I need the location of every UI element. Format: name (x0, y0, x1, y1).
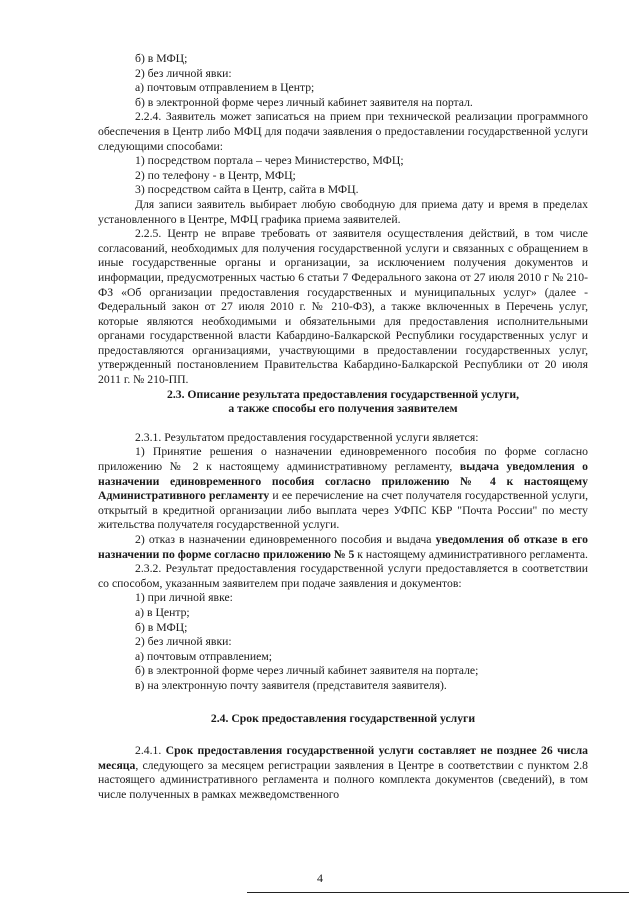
paragraph-2-2-4: 2.2.4. Заявитель может записаться на прием при технической реализации программного обеспечения в Центр либо МФЦ для подачи заявления о предоставлении государственной услуги следующими способами: (98, 110, 588, 153)
bold-text-run: выдача уведомления о назначении единовременного пособия согласно приложению № 4 к настоящему Административного регламенту (98, 460, 588, 503)
list-item: б) в МФЦ; (135, 620, 188, 634)
document-body (98, 52, 588, 803)
paragraph-appointment: Для записи заявитель выбирает любую свободную для приема дату и время в пределах установленного в Центре, МФЦ графика приема заявителей. (98, 197, 588, 226)
section-heading-2-3-line2: а также способы его получения заявителем (228, 402, 458, 416)
paragraph-result-1 (98, 445, 588, 533)
list-item: а) в Центр; (135, 605, 190, 619)
text-run: 1) Принятие решения о назначении единовременного пособия по форме согласно приложению № 2 к настоящему административному регламенту, (98, 445, 588, 474)
list-item: а) почтовым отправлением в Центр; (135, 81, 315, 95)
text-run: и ее перечисление на счет получателя государственной услуги, открытый в кредитной организации либо выплата через УФПС КБР "Почта России" по месту жительства получателя государственной услуги. (98, 489, 589, 532)
paragraph-result-2 (98, 533, 588, 562)
paragraph-2-3-1: 2.3.1. Результатом предоставления государственной услуги является: (135, 430, 479, 444)
list-item: б) в электронной форме через личный кабинет заявителя на портал. (135, 95, 473, 109)
spacer (98, 726, 588, 744)
text-run: к настоящему административного регламента. (357, 547, 588, 561)
list-item: 1) при личной явке: (135, 591, 233, 605)
page-number: 4 (317, 871, 323, 885)
list-item: б) в МФЦ; (135, 52, 188, 65)
list-item: 2) без личной явки: (135, 66, 232, 80)
list-item: 2) по телефону - в Центр, МФЦ; (135, 168, 296, 182)
spacer (98, 694, 588, 712)
list-item: в) на электронную почту заявителя (представителя заявителя). (135, 678, 447, 692)
footer-divider (247, 892, 629, 893)
text-run: 2.4.1. (135, 744, 162, 758)
paragraph-2-3-2: 2.3.2. Результат предоставления государственной услуги предоставляется в соответствии со способом, указанным заявителем при подаче заявления и документов: (98, 562, 588, 590)
list-item: б) в электронной форме через личный кабинет заявителя на портале; (135, 664, 479, 678)
list-item: 1) посредством портала – через Министерство, МФЦ; (135, 154, 404, 168)
list-item: а) почтовым отправлением; (135, 649, 272, 663)
bold-text-run: уведомления об отказе в его назначении по форме согласно приложению № 5 (98, 533, 588, 561)
section-heading-2-3-line1: 2.3. Описание результата предоставления государственной услуги, (166, 387, 520, 401)
section-heading-2-4: 2.4. Срок предоставления государственной услуги (210, 711, 476, 725)
text-run: , следующего за месяцем регистрации заявления в Центре в соответствии с пунктом 2.8 настоящего административного регламента и полного комплекта документов (сведений), в том числе полученных в рамках межведомственного (98, 758, 588, 801)
list-item: 3) посредством сайта в Центр, сайта в МФЦ. (135, 183, 359, 197)
spacer (98, 417, 588, 431)
bold-text-run: Срок предоставления государственной услуги составляет не позднее 26 числа месяца (98, 744, 589, 772)
text-run: 2) отказ в назначении единовременного пособия и выдача (135, 533, 432, 546)
paragraph-2-4-1 (98, 744, 588, 802)
list-item: 2) без личной явки: (135, 635, 232, 649)
paragraph-2-2-5: 2.2.5. Центр не вправе требовать от заявителя осуществления действий, в том числе согласований, необходимых для получения государственной услуги и связанных с обращением в иные государственные органы и организации, за исключением получения документов и информации, предусмотренных частью 6 статьи 7 Федерального закона от 27 июля 2010 г № 210-ФЗ «Об организации предоставления государственных и муниципальных услуг» (далее - Федеральный закон от 27 июля 2010 г. № 210-ФЗ), а также включенных в Перечень услуг, которые являются необходимыми и обязательными для предоставления исполнительными органами государственной власти Кабардино-Балкарской Республики государственных услуг и предоставляются организациями, участвующими в предоставлении государственных услуг, утвержденный постановлением Правительства Кабардино-Балкарской Республики от 20 июля 2011 г. № 210-ПП. (98, 227, 588, 387)
